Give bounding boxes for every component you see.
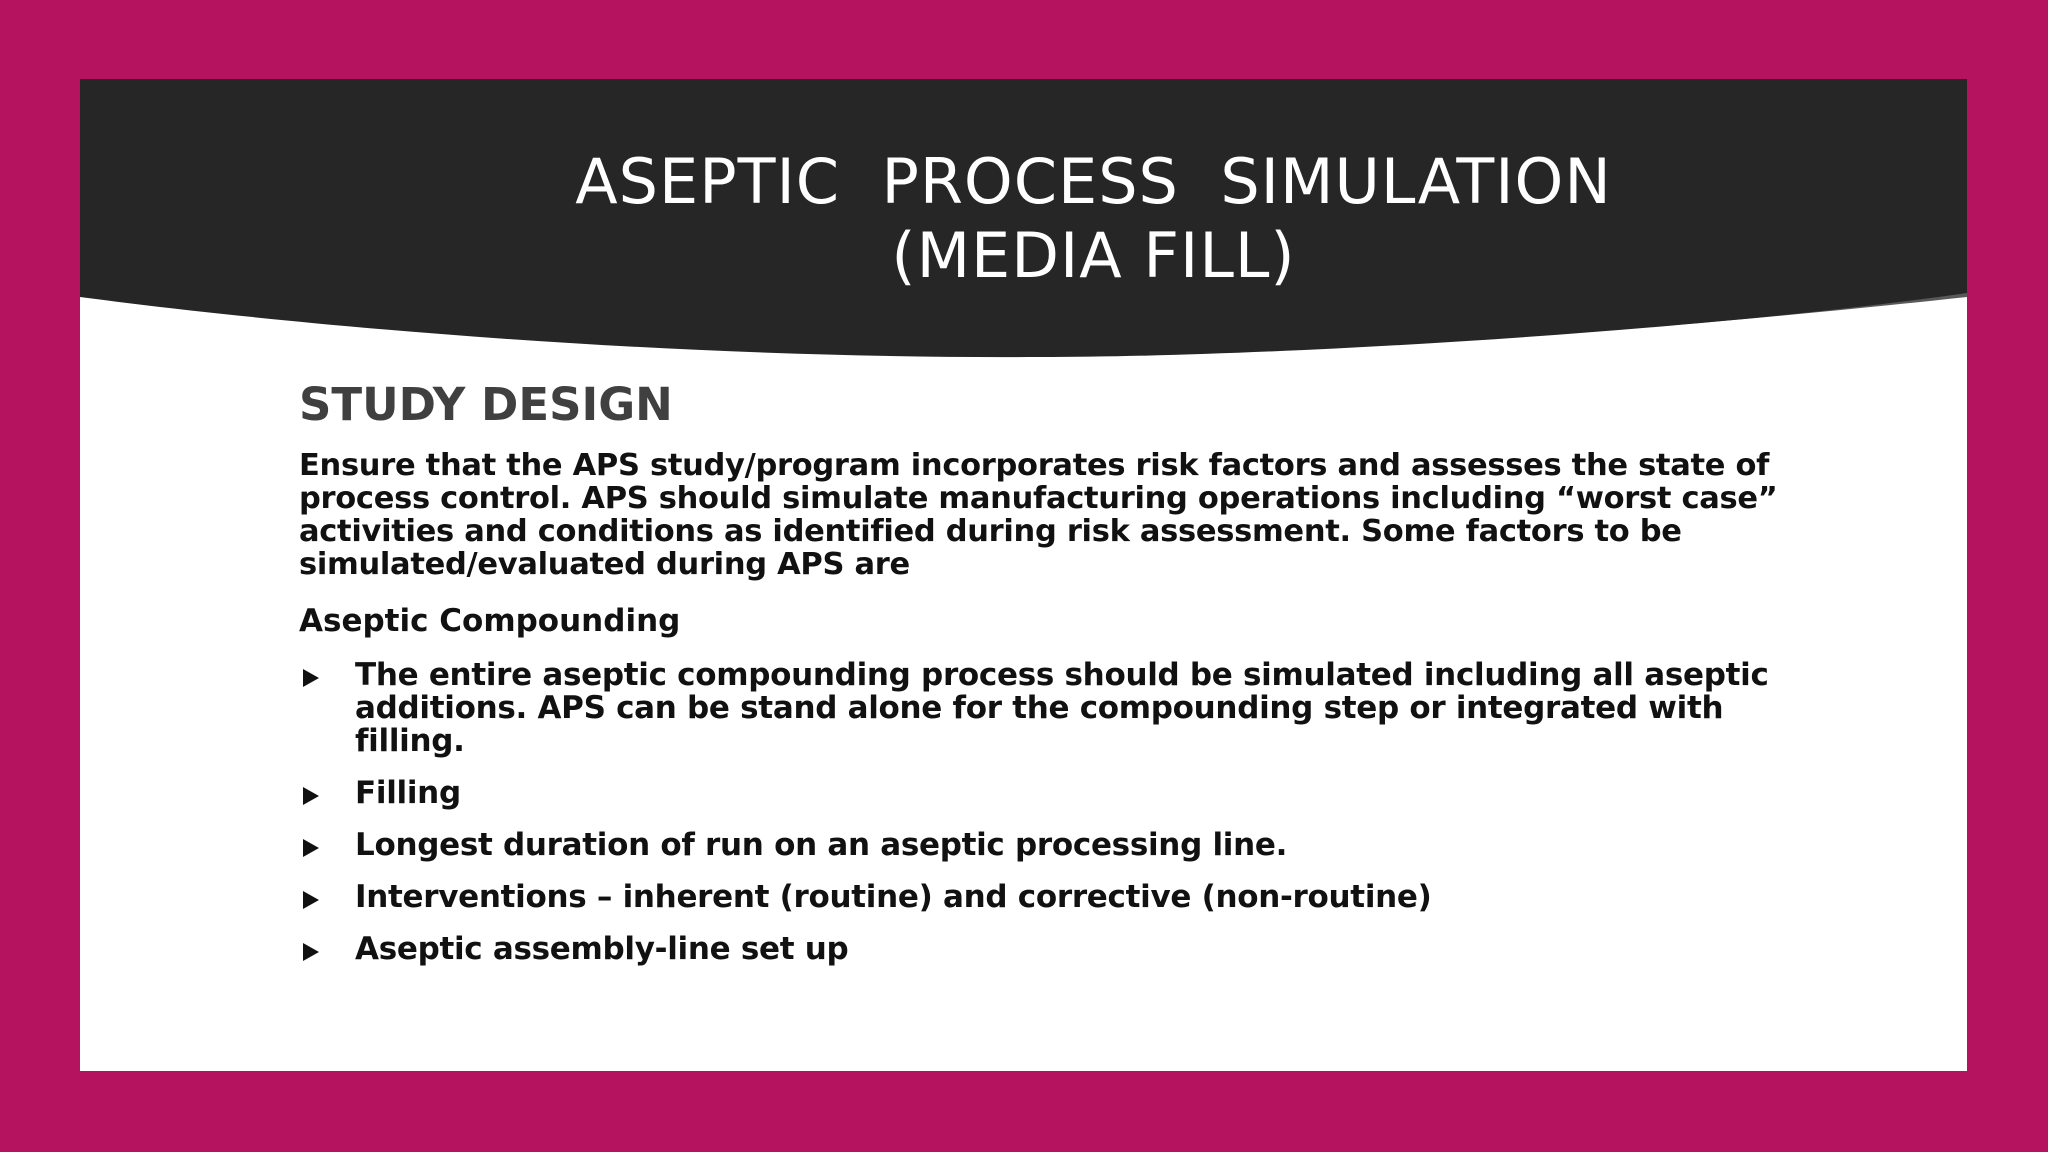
triangle-bullet-icon [303, 669, 319, 687]
intro-paragraph: Ensure that the APS study/program incorporates risk factors and assesses the state of process control. APS should simulate manufacturing operations including “worst case” activities and conditions as identified during risk assessment. Some factors to be simulated/evaluated during APS are [299, 448, 1778, 582]
bullet-text: Interventions – inherent (routine) and corrective (non-routine) [355, 879, 1432, 915]
title-line-2: (MEDIA FILL) [891, 219, 1296, 292]
subheading: Aseptic Compounding [299, 603, 681, 639]
bullet-text: Filling [355, 775, 461, 811]
bullet-item [299, 933, 1819, 966]
triangle-bullet-icon [303, 787, 319, 805]
slide [80, 79, 1967, 1071]
bullet-item [299, 777, 1819, 810]
bullet-item [299, 881, 1819, 914]
title-line-1: ASEPTIC PROCESS SIMULATION [575, 145, 1612, 218]
triangle-bullet-icon [303, 891, 319, 909]
bullet-text: Longest duration of run on an aseptic processing line. [355, 827, 1288, 863]
bullet-text: The entire aseptic compounding process should be simulated including all aseptic additions. APS can be stand alone for the compounding step or integrated with filling. [355, 657, 1769, 759]
bullet-item [299, 829, 1819, 862]
slide-content [299, 379, 1819, 985]
bullet-list [299, 659, 1819, 966]
slide-title [80, 145, 1967, 293]
section-heading: STUDY DESIGN [299, 378, 673, 431]
triangle-bullet-icon [303, 943, 319, 961]
triangle-bullet-icon [303, 839, 319, 857]
bullet-item [299, 659, 1819, 758]
bullet-text: Aseptic assembly-line set up [355, 931, 849, 967]
